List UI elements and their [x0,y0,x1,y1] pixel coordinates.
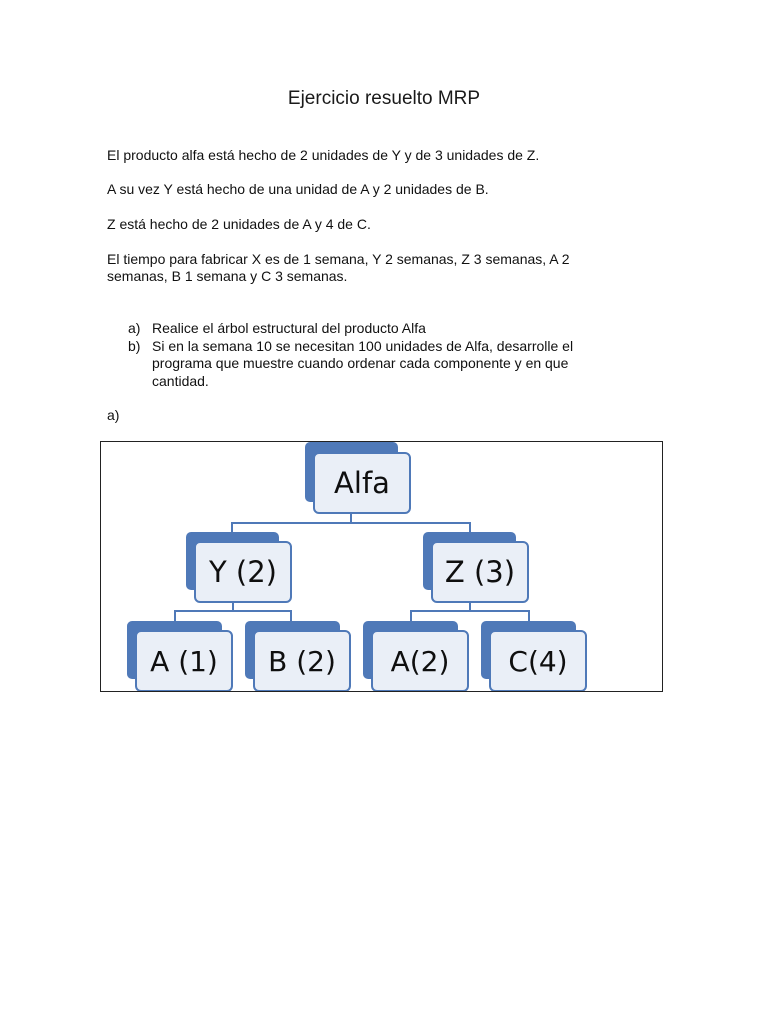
node-b2-label: B (2) [253,630,351,692]
page-title: Ejercicio resuelto MRP [287,88,481,109]
node-alfa-label: Alfa [313,452,411,514]
node-c4 [481,621,588,692]
question-a-text: Realice el árbol estructural del producto Alfa [152,320,426,336]
node-b2 [245,621,352,692]
answer-label: a) [107,407,120,423]
paragraph-2: A su vez Y está hecho de una unidad de A y 2 unidades de B. [107,181,489,197]
node-a2-label: A(2) [371,630,469,692]
question-list [128,320,628,390]
question-b [128,338,628,391]
question-a-marker: a) [128,320,141,336]
question-b-marker: b) [128,337,141,354]
question-a [128,320,628,338]
node-z [423,532,529,604]
connector-z [411,602,529,621]
paragraph-4: El tiempo para fabricar X es de 1 semana, Y 2 semanas, Z 3 semanas, A 2 semanas, B 1 semana y C 3 semanas. [107,251,570,284]
node-z-label: Z (3) [431,541,529,603]
node-alfa [305,442,411,516]
question-b-text: Si en la semana 10 se necesitan 100 unidades de Alfa, desarrolle el programa que muestre cuando ordenar cada componente y en que cantidad. [152,337,574,389]
node-c4-label: C(4) [489,630,587,692]
paragraph-1: El producto alfa está hecho de 2 unidades de Y y de 3 unidades de Z. [107,147,540,163]
node-a2 [363,621,470,692]
node-y [186,532,292,604]
node-a1-label: A (1) [135,630,233,692]
connector-root [232,514,470,532]
paragraph-3: Z está hecho de 2 unidades de A y 4 de C. [107,216,371,232]
connector-y [175,602,291,621]
node-a1 [127,621,234,692]
node-y-label: Y (2) [194,541,292,603]
product-structure-tree [100,441,663,692]
